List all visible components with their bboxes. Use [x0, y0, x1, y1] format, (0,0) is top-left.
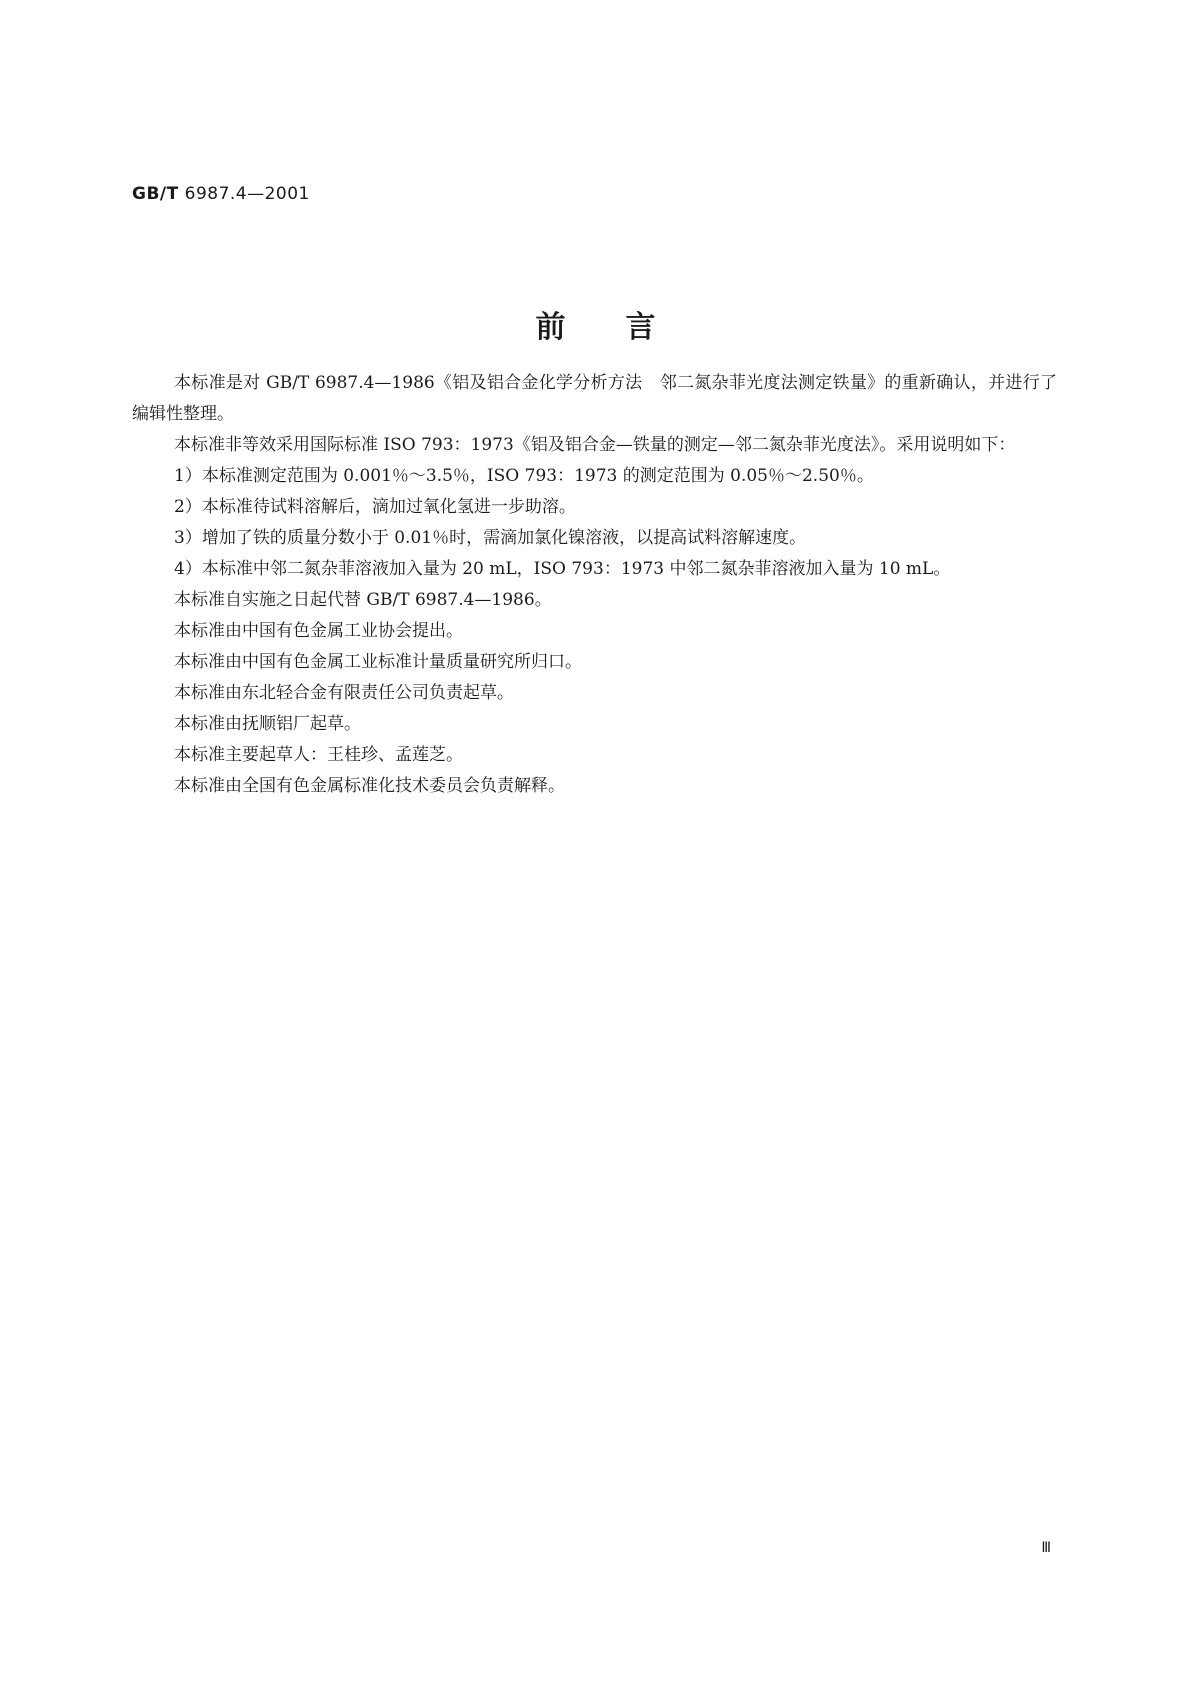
paragraph-proposed-by: 本标准由中国有色金属工业协会提出。: [174, 621, 463, 641]
paragraph-replaces: 本标准自实施之日起代替 GB/T 6987.4—1986。: [174, 590, 552, 610]
standard-code-header: [132, 184, 310, 204]
page-number: Ⅲ: [1041, 1540, 1051, 1556]
list-item-4: 4）本标准中邻二氮杂菲溶液加入量为 20 mL，ISO 793：1973 中邻二氮杂菲溶液加入量为 10 mL。: [174, 559, 951, 579]
page-title: 前言: [535, 310, 716, 345]
standard-code-number: 6987.4—2001: [184, 184, 310, 204]
paragraph-2: 本标准非等效采用国际标准 ISO 793：1973《铝及铝合金—铁量的测定—邻二氮杂菲光度法》。采用说明如下：: [174, 435, 1016, 455]
paragraph-main-drafters: 本标准主要起草人：王桂珍、孟莲芝。: [174, 745, 463, 765]
list-item-1: 1）本标准测定范围为 0.001％～3.5％，ISO 793：1973 的测定范围为 0.05％～2.50％。: [174, 466, 874, 486]
list-item-3: 3）增加了铁的质量分数小于 0.01％时，需滴加氯化镍溶液，以提高试料溶解速度。: [174, 528, 807, 548]
paragraph-drafted-by: 本标准由抚顺铝厂起草。: [174, 714, 361, 734]
paragraph-interpreted-by: 本标准由全国有色金属标准化技术委员会负责解释。: [174, 776, 565, 796]
list-item-2: 2）本标准待试料溶解后，滴加过氧化氢进一步助溶。: [174, 497, 576, 517]
paragraph-responsible-drafter: 本标准由东北轻合金有限责任公司负责起草。: [174, 683, 514, 703]
paragraph-centralized-by: 本标准由中国有色金属工业标准计量质量研究所归口。: [174, 652, 582, 672]
standard-code-prefix: GB/T: [132, 184, 179, 204]
foreword-body: [132, 368, 1057, 802]
paragraph-1: 本标准是对 GB/T 6987.4—1986《铝及铝合金化学分析方法 邻二氮杂菲光度法测定铁量》的重新确认，并进行了编辑性整理。: [132, 373, 1057, 424]
